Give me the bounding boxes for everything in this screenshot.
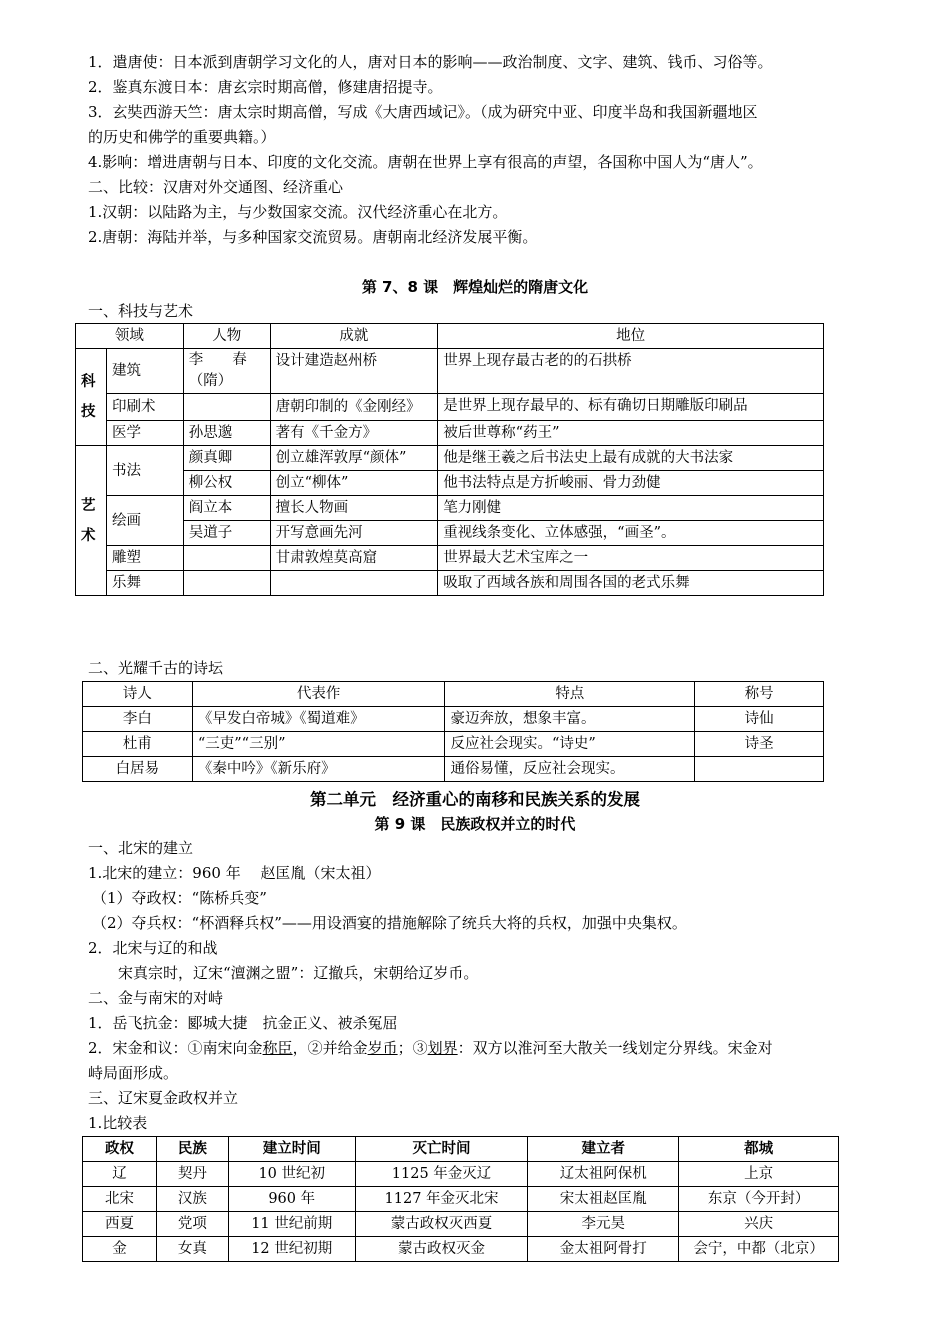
- table-cell: 会宁，中都（北京）: [679, 1237, 839, 1262]
- status-cell: 世界上现存最古老的的石拱桥: [438, 349, 824, 394]
- table-cell: 女真: [156, 1237, 228, 1262]
- achievement-cell: 开写意画先河: [270, 521, 438, 546]
- person-cell: 吴道子: [183, 521, 270, 546]
- comparison-table: [82, 1136, 839, 1262]
- table-cell: 蒙古政权灭西夏: [355, 1212, 528, 1237]
- status-cell: 笔力刚健: [438, 496, 824, 521]
- field-cell: 乐舞: [106, 571, 183, 596]
- header-cell: 都城: [679, 1137, 839, 1162]
- text-line: 1．岳飞抗金：郾城大捷 抗金正义、被杀冤屈: [88, 1014, 398, 1032]
- table-cell: 辽: [83, 1162, 157, 1187]
- group-label-art: 艺术: [76, 446, 107, 596]
- table-header-row: [83, 682, 824, 707]
- table-cell: 东京（今开封）: [679, 1187, 839, 1212]
- header-cell: 建立者: [528, 1137, 679, 1162]
- table-row: [83, 707, 824, 732]
- section-heading: 一、北宋的建立: [88, 839, 194, 857]
- table-cell: 10 世纪初: [228, 1162, 355, 1187]
- header-cell: 特点: [445, 682, 695, 707]
- person-cell: [183, 546, 270, 571]
- poet-works: 《秦中吟》《新乐府》: [192, 757, 445, 782]
- header-cell: 灭亡时间: [355, 1137, 528, 1162]
- text-line: 2．鉴真东渡日本：唐玄宗时期高僧，修建唐招提寺。: [88, 78, 443, 96]
- text-line: 2．北宋与辽的和战: [88, 939, 218, 957]
- text-line: 4.影响：增进唐朝与日本、印度的文化交流。唐朝在世界上享有很高的声望，各国称中国人为“唐人”。: [88, 153, 763, 171]
- person-cell: 孙思邈: [183, 421, 270, 446]
- status-cell: 吸取了西域各族和周围各国的老式乐舞: [438, 571, 824, 596]
- underlined-term: 划界: [427, 1039, 458, 1057]
- header-cell: 诗人: [83, 682, 193, 707]
- header-cell: 建立时间: [228, 1137, 355, 1162]
- poet-title: 诗仙: [695, 707, 824, 732]
- achievement-cell: 创立雄浑敦厚“颜体”: [270, 446, 438, 471]
- lesson-title: 第 9 课 民族政权并立的时代: [374, 815, 576, 833]
- table-cell: 1127 年金灭北宋: [355, 1187, 528, 1212]
- poet-works: 《早发白帝城》《蜀道难》: [192, 707, 445, 732]
- text-line: 3．玄奘西游天竺：唐太宗时期高僧，写成《大唐西域记》。（成为研究中亚、印度半岛和我国新疆地区: [88, 103, 758, 121]
- lesson-title: 第 7、8 课 辉煌灿烂的隋唐文化: [361, 278, 589, 296]
- person-cell: [183, 571, 270, 596]
- science-art-table: [75, 323, 824, 596]
- table-cell: 上京: [679, 1162, 839, 1187]
- header-cell: 代表作: [192, 682, 445, 707]
- achievement-cell: 甘肃敦煌莫高窟: [270, 546, 438, 571]
- table-row: [76, 571, 824, 596]
- person-cell: 颜真卿: [183, 446, 270, 471]
- achievement-cell: 擅长人物画: [270, 496, 438, 521]
- person-cell: 李 春（隋）: [183, 349, 270, 394]
- status-cell: 被后世尊称“药王”: [438, 421, 824, 446]
- table-cell: 11 世纪前期: [228, 1212, 355, 1237]
- text-line: 峙局面形成。: [88, 1064, 179, 1082]
- status-cell: 他是继王羲之后书法史上最有成就的大书法家: [438, 446, 824, 471]
- text-line: 2.唐朝：海陆并举，与多种国家交流贸易。唐朝南北经济发展平衡。: [88, 228, 538, 246]
- group-label-science: 科技: [76, 349, 107, 446]
- field-cell: 雕塑: [106, 546, 183, 571]
- table-header-row: [83, 1137, 839, 1162]
- section-heading: 二、光耀千古的诗坛: [88, 659, 224, 677]
- table-cell: 兴庆: [679, 1212, 839, 1237]
- table-cell: 960 年: [228, 1187, 355, 1212]
- poet-name: 白居易: [83, 757, 193, 782]
- underlined-term: 称臣: [262, 1039, 293, 1057]
- achievement-cell: [270, 571, 438, 596]
- text-line: [88, 1036, 868, 1060]
- table-cell: 金: [83, 1237, 157, 1262]
- table-cell: 党项: [156, 1212, 228, 1237]
- text-segment: 2．宋金和议：①南宋向金: [88, 1039, 263, 1057]
- table-cell: 李元昊: [528, 1212, 679, 1237]
- table-cell: 12 世纪初期: [228, 1237, 355, 1262]
- field-cell: 印刷术: [106, 394, 183, 421]
- header-cell: 领域: [76, 324, 184, 349]
- field-cell: 绘画: [106, 496, 183, 546]
- table-cell: 宋太祖赵匡胤: [528, 1187, 679, 1212]
- unit-title: 第二单元 经济重心的南移和民族关系的发展: [310, 790, 640, 809]
- header-cell: 成就: [270, 324, 438, 349]
- table-row: [76, 394, 824, 421]
- table-header-row: [76, 324, 824, 349]
- text-line: （2）夺兵权：“杯酒释兵权”——用设酒宴的措施解除了统兵大将的兵权，加强中央集权。: [92, 914, 687, 932]
- text-line: 1.北宋的建立：960 年 赵匡胤（宋太祖）: [88, 864, 381, 882]
- header-cell: 政权: [83, 1137, 157, 1162]
- achievement-cell: 唐朝印制的《金刚经》: [270, 394, 438, 421]
- field-cell: 医学: [106, 421, 183, 446]
- table-row: [76, 471, 824, 496]
- text-line: 1.比较表: [88, 1114, 148, 1132]
- table-cell: 汉族: [156, 1187, 228, 1212]
- status-cell: 他书法特点是方折峻丽、骨力劲健: [438, 471, 824, 496]
- status-cell: 是世界上现存最早的、标有确切日期雕版印刷品: [438, 394, 824, 421]
- achievement-cell: 创立“柳体”: [270, 471, 438, 496]
- field-cell: 书法: [106, 446, 183, 496]
- table-row: [76, 446, 824, 471]
- table-row: [83, 1187, 839, 1212]
- table-row: [76, 496, 824, 521]
- table-cell: 金太祖阿骨打: [528, 1237, 679, 1262]
- poet-feature: 通俗易懂，反应社会现实。: [445, 757, 695, 782]
- field-cell: 建筑: [106, 349, 183, 394]
- achievement-cell: 设计建造赵州桥: [270, 349, 438, 394]
- text-line: 1．遣唐使：日本派到唐朝学习文化的人，唐对日本的影响——政治制度、文字、建筑、钱币、习俗等。: [88, 53, 773, 71]
- table-cell: 蒙古政权灭金: [355, 1237, 528, 1262]
- table-row: [76, 349, 824, 394]
- achievement-cell: 著有《千金方》: [270, 421, 438, 446]
- person-cell: 柳公权: [183, 471, 270, 496]
- header-cell: 称号: [695, 682, 824, 707]
- poet-title: [695, 757, 824, 782]
- table-row: [76, 546, 824, 571]
- header-cell: 民族: [156, 1137, 228, 1162]
- section-heading: 二、金与南宋的对峙: [88, 989, 224, 1007]
- table-cell: 北宋: [83, 1187, 157, 1212]
- poet-works: “三吏”“三别”: [192, 732, 445, 757]
- header-cell: 人物: [183, 324, 270, 349]
- section-heading: 二、比较：汉唐对外交通图、经济重心: [88, 178, 344, 196]
- table-cell: 辽太祖阿保机: [528, 1162, 679, 1187]
- status-cell: 世界最大艺术宝库之一: [438, 546, 824, 571]
- section-heading: 一、科技与艺术: [88, 302, 194, 320]
- table-cell: 西夏: [83, 1212, 157, 1237]
- poet-feature: 反应社会现实。“诗史”: [445, 732, 695, 757]
- poet-name: 李白: [83, 707, 193, 732]
- text-line: （1）夺政权：“陈桥兵变”: [92, 889, 267, 907]
- text-line: 的历史和佛学的重要典籍。）: [88, 128, 276, 146]
- table-cell: 契丹: [156, 1162, 228, 1187]
- poet-feature: 豪迈奔放，想象丰富。: [445, 707, 695, 732]
- table-cell: 1125 年金灭辽: [355, 1162, 528, 1187]
- section-heading: 三、辽宋夏金政权并立: [88, 1089, 239, 1107]
- table-row: [83, 1212, 839, 1237]
- poet-name: 杜甫: [83, 732, 193, 757]
- table-row: [76, 521, 824, 546]
- text-line: 宋真宗时，辽宋“澶渊之盟”：辽撤兵，宋朝给辽岁币。: [118, 964, 479, 982]
- poetry-table: [82, 681, 824, 782]
- table-row: [83, 1162, 839, 1187]
- table-row: [83, 1237, 839, 1262]
- table-row: [76, 421, 824, 446]
- header-cell: 地位: [438, 324, 824, 349]
- status-cell: 重视线条变化、立体感强，“画圣”。: [438, 521, 824, 546]
- text-segment: ；③: [397, 1039, 428, 1057]
- text-line: 1.汉朝：以陆路为主，与少数国家交流。汉代经济重心在北方。: [88, 203, 508, 221]
- table-row: [83, 732, 824, 757]
- person-cell: [183, 394, 270, 421]
- person-cell: 阎立本: [183, 496, 270, 521]
- text-segment: ，②并给金: [292, 1039, 368, 1057]
- poet-title: 诗圣: [695, 732, 824, 757]
- underlined-term: 岁币: [367, 1039, 398, 1057]
- table-row: [83, 757, 824, 782]
- text-segment: ：双方以淮河至大散关一线划定分界线。宋金对: [457, 1039, 773, 1057]
